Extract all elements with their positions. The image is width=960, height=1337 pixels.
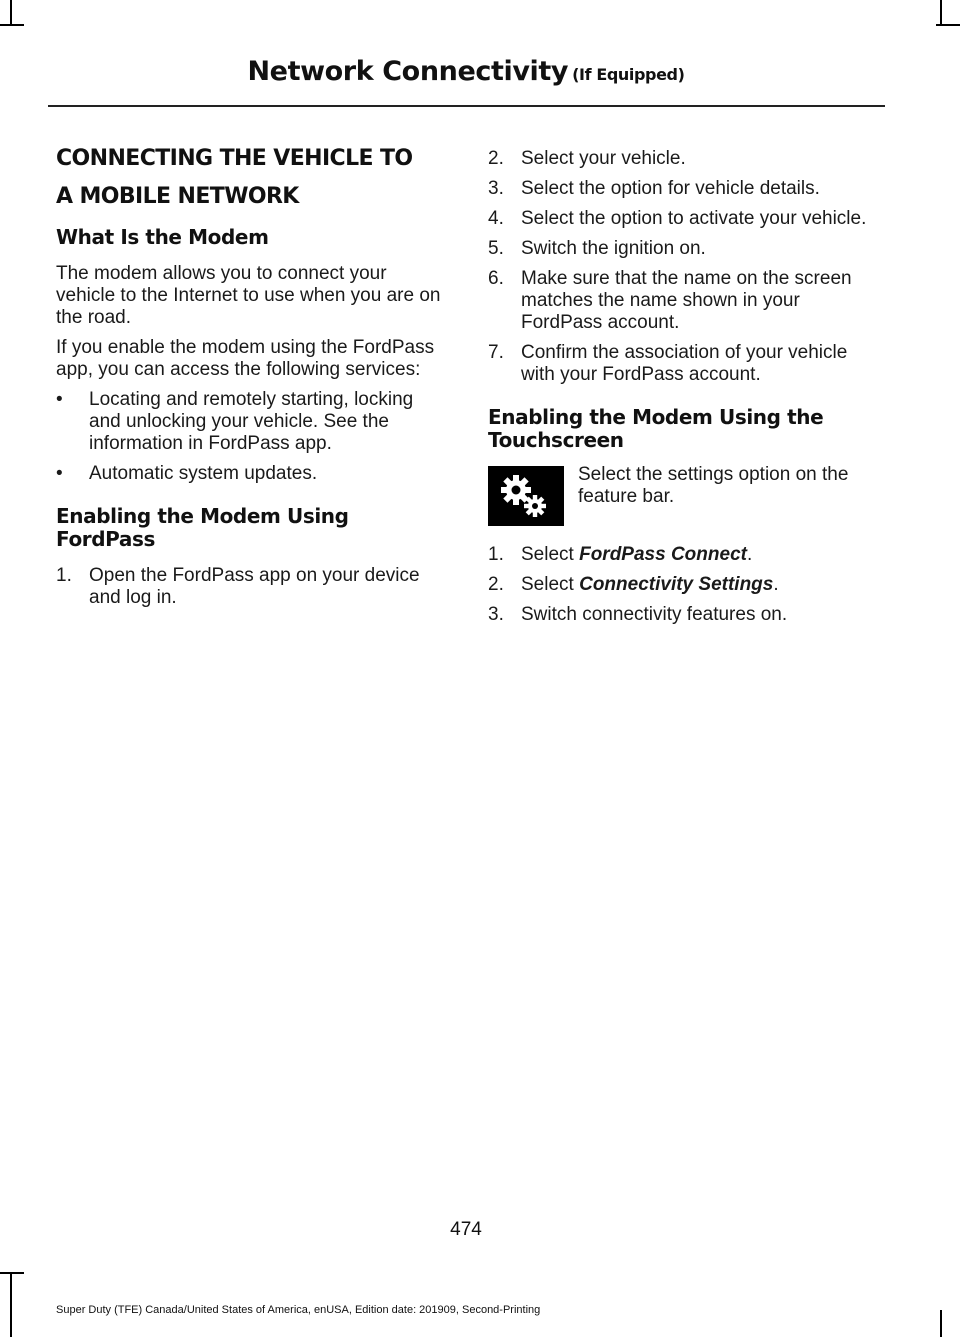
list-item — [56, 463, 448, 485]
step-number: 2. — [488, 148, 504, 169]
section-title-line2: A MOBILE NETWORK — [56, 184, 299, 209]
step-text — [521, 574, 884, 596]
step-number: 6. — [488, 268, 504, 289]
step-number: 3. — [488, 178, 504, 199]
paragraph-modem-intro: The modem allows you to connect your vehicle to the Internet to use when you are on the road. — [56, 263, 441, 328]
bullet-marker: • — [56, 389, 63, 410]
step-text — [521, 604, 884, 626]
step-number: 3. — [488, 604, 504, 625]
step-number: 7. — [488, 342, 504, 363]
list-item — [488, 604, 884, 626]
step-number: 4. — [488, 208, 504, 229]
page-number: 474 — [450, 1219, 482, 1240]
list-item — [56, 389, 448, 455]
list-item — [488, 178, 884, 200]
header-divider — [48, 105, 885, 107]
step-number: 5. — [488, 238, 504, 259]
crop-mark-top-left-h — [0, 24, 24, 26]
list-item — [488, 208, 884, 230]
step-text: Open the FordPass app on your device and log in. — [89, 565, 420, 608]
step-text-suffix: . — [773, 574, 779, 595]
crop-mark-top-right-v — [940, 0, 942, 26]
list-item-text: Locating and remotely starting, locking and unlocking your vehicle. See the information in FordPass app. — [89, 389, 414, 454]
step-text: Make sure that the name on the screen matches the name shown in your FordPass account. — [521, 268, 852, 333]
step-text-prefix: Select — [521, 544, 580, 565]
settings-icon-row — [488, 466, 884, 526]
list-item — [488, 574, 884, 596]
step-text: Select your vehicle. — [521, 148, 686, 169]
section-title — [56, 140, 448, 216]
header-subtitle: (If Equipped) — [572, 65, 685, 84]
step-text-prefix: Switch connectivity features on. — [521, 604, 788, 625]
settings-instruction: Select the settings option on the feature bar. — [578, 464, 849, 507]
settings-gears-icon — [488, 466, 564, 526]
section-title-line1: CONNECTING THE VEHICLE TO — [56, 146, 413, 171]
heading-enabling-fordpass: Enabling the Modem Using FordPass — [56, 504, 349, 551]
step-text — [521, 544, 884, 566]
list-item — [488, 268, 884, 334]
list-item — [488, 148, 884, 170]
crop-mark-top-left-v — [10, 0, 12, 26]
crop-mark-top-right-h — [936, 24, 960, 26]
step-text: Select the option for vehicle details. — [521, 178, 820, 199]
list-item — [56, 565, 448, 609]
header-title: Network Connectivity — [247, 56, 569, 87]
step-text: Confirm the association of your vehicle with your FordPass account. — [521, 342, 848, 385]
list-item — [488, 544, 884, 566]
right-column — [488, 140, 884, 646]
step-text-prefix: Select — [521, 574, 580, 595]
heading-what-is-modem: What Is the Modem — [56, 225, 269, 249]
crop-mark-bottom-right-v — [940, 1310, 942, 1337]
list-item — [488, 342, 884, 386]
paragraph-services-intro: If you enable the modem using the FordPass app, you can access the following services: — [56, 337, 435, 380]
step-text: Switch the ignition on. — [521, 238, 706, 259]
step-text: Select the option to activate your vehicle. — [521, 208, 867, 229]
list-item — [488, 238, 884, 260]
touchscreen-steps-list — [488, 544, 884, 626]
crop-mark-bottom-left-h — [0, 1272, 24, 1274]
crop-mark-bottom-left-v — [10, 1272, 12, 1337]
step-text-emphasis: Connectivity Settings — [579, 574, 774, 595]
services-list — [56, 389, 448, 485]
bullet-marker: • — [56, 463, 63, 484]
left-column — [56, 140, 448, 629]
page-header — [0, 56, 932, 87]
step-number: 2. — [488, 574, 504, 595]
step-text-suffix: . — [746, 544, 753, 565]
list-item-text: Automatic system updates. — [89, 463, 318, 484]
step-text-emphasis: FordPass Connect — [579, 544, 747, 565]
footer-edition: Super Duty (TFE) Canada/United States of America, enUSA, Edition date: 201909, Second-Printing — [56, 1304, 541, 1316]
heading-enabling-touchscreen: Enabling the Modem Using the Touchscreen — [488, 405, 824, 452]
step-number: 1. — [56, 565, 72, 586]
step-number: 1. — [488, 544, 504, 565]
fordpass-steps-list-continued — [488, 148, 884, 386]
fordpass-steps-list — [56, 565, 448, 609]
